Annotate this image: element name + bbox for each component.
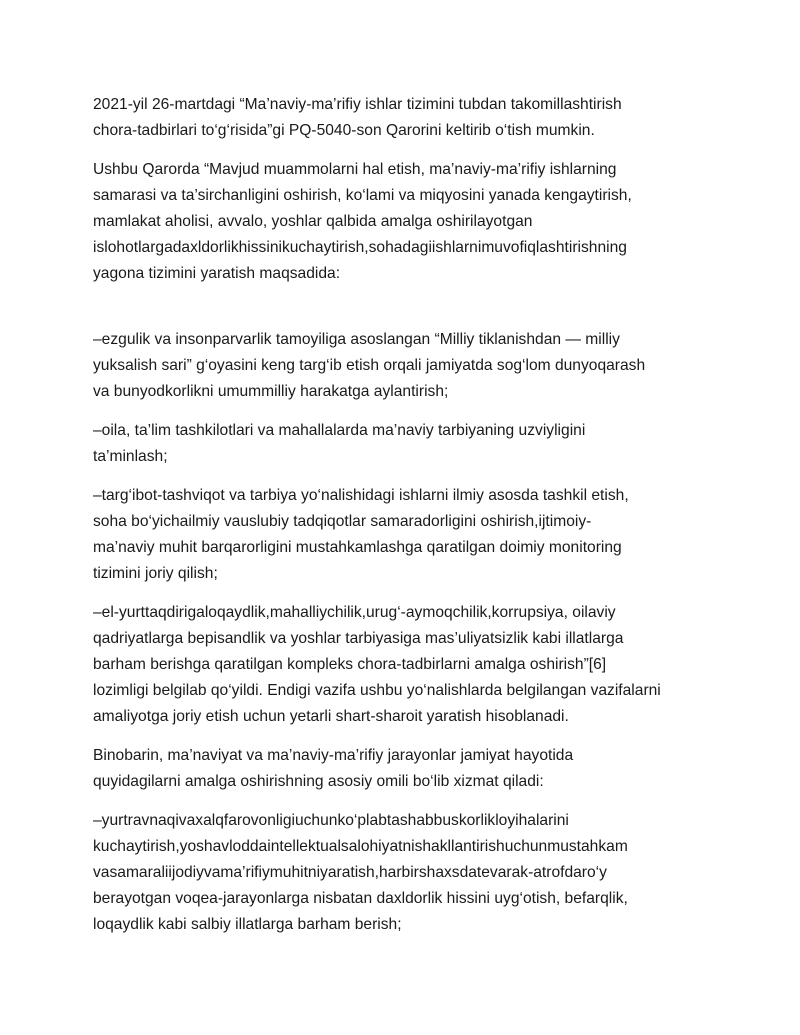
paragraph-intro xyxy=(93,92,718,144)
list-item-3 xyxy=(93,483,718,587)
text-line: ta’minlash; xyxy=(93,448,168,465)
text-line: quyidagilarni amalga oshirishning asosiy omili bo‘lib xizmat qiladi: xyxy=(93,773,544,790)
text-line: yuksalish sari” g‘oyasini keng targ‘ib etish orqali jamiyatda sog‘lom dunyoqarash xyxy=(93,357,646,374)
text-line: vasamaraliijodiyvama’rifiymuhitniyaratish,harbirshaxsdatevarak-atrofdaro‘y xyxy=(93,864,607,881)
text-line: tizimini joriy qilish; xyxy=(93,565,218,582)
text-line: –targ‘ibot-tashviqot va tarbiya yo‘nalishidagi ishlarni ilmiy asosda tashkil etish, xyxy=(93,487,629,504)
text-line: Ushbu Qarorda “Mavjud muammolarni hal etish, ma’naviy-ma’rifiy ishlarning xyxy=(93,161,617,178)
text-line: yagona tizimini yaratish maqsadida: xyxy=(93,265,341,282)
text-line: barham berishga qaratilgan kompleks chora-tadbirlarni amalga oshirish”[6] xyxy=(93,656,607,673)
text-line: ma’naviy muhit barqarorligini mustahkamlashga qaratilgan doimiy monitoring xyxy=(93,539,622,556)
list-item-4 xyxy=(93,600,718,730)
text-line: –el-yurttaqdirigaloqaydlik,mahalliychilik,urug‘-aymoqchilik,korrupsiya, oilaviy xyxy=(93,604,616,621)
text-line: va bunyodkorlikni umummilliy harakatga aylantirish; xyxy=(93,383,449,400)
paragraph-decree-quote xyxy=(93,157,718,287)
text-line: chora-tadbirlari to‘g‘risida”gi PQ-5040-son Qarorini keltirib o‘tish mumkin. xyxy=(93,122,595,139)
paragraph-binobarin xyxy=(93,743,718,795)
list-item-5 xyxy=(93,808,718,938)
text-line: loqaydlik kabi salbiy illatlarga barham berish; xyxy=(93,916,402,933)
text-line: amaliyotga joriy etish uchun yetarli shart-sharoit yaratish hisoblanadi. xyxy=(93,708,569,725)
text-line: islohotlargadaxldorlikhissinikuchaytirish,sohadagiishlarnimuvofiqlashtirishning xyxy=(93,239,627,256)
text-line: –yurtravnaqivaxalqfarovonligiuchunko‘plabtashabbuskorlikloyihalarini xyxy=(93,812,569,829)
text-line: Binobarin, ma’naviyat va ma’naviy-ma’rifiy jarayonlar jamiyat hayotida xyxy=(93,747,574,764)
text-line: mamlakat aholisi, avvalo, yoshlar qalbida amalga oshirilayotgan xyxy=(93,213,533,230)
list-item-1 xyxy=(93,327,718,405)
text-line: berayotgan voqea-jarayonlarga nisbatan daxldorlik hissini uyg‘otish, befarqlik, xyxy=(93,890,628,907)
text-line: soha bo‘yichailmiy vauslubiy tadqiqotlar samaradorligini oshirish,ijtimoiy- xyxy=(93,513,592,530)
text-line: 2021-yil 26-martdagi “Ma’naviy-ma’rifiy ishlar tizimini tubdan takomillashtirish xyxy=(93,96,622,113)
text-line: lozimligi belgilab qo‘yildi. Endigi vazifa ushbu yo‘nalishlarda belgilangan vazifalarni xyxy=(93,682,661,699)
document-page xyxy=(93,92,718,938)
list-item-2 xyxy=(93,418,718,470)
text-line: –ezgulik va insonparvarlik tamoyiliga asoslangan “Milliy tiklanishdan — milliy xyxy=(93,331,620,348)
text-line: kuchaytirish,yoshavloddaintellektualsalohiyatnishakllantirishuchunmustahkam xyxy=(93,838,628,855)
text-line: samarasi va ta’sirchanligini oshirish, ko‘lami va miqyosini yanada kengaytirish, xyxy=(93,187,632,204)
text-line: –oila, ta’lim tashkilotlari va mahallalarda ma’naviy tarbiyaning uzviyligini xyxy=(93,422,586,439)
text-line: qadriyatlarga bepisandlik va yoshlar tarbiyasiga mas’uliyatsizlik kabi illatlarga xyxy=(93,630,624,647)
